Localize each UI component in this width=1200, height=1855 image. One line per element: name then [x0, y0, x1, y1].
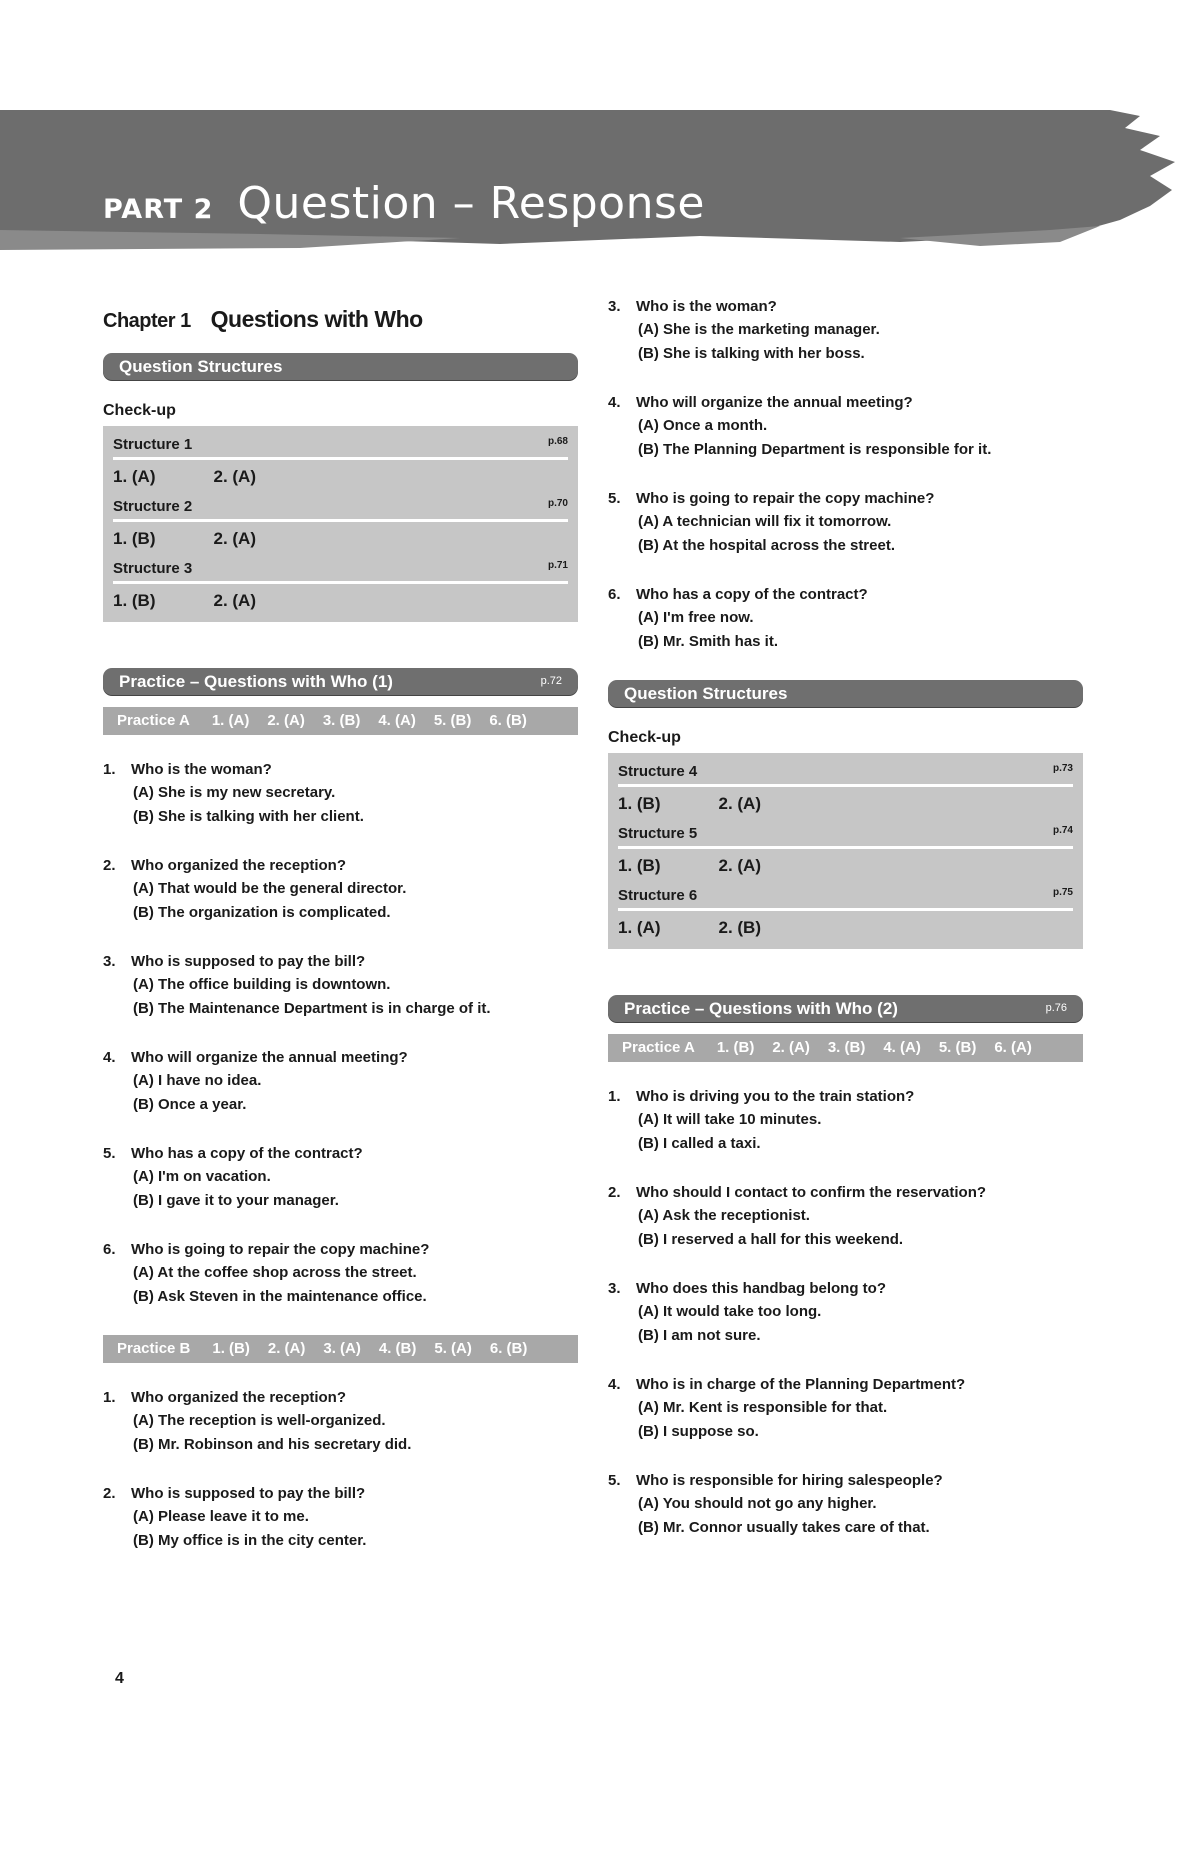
list-item: 3. Who is the woman? (A) She is the marketing manager. (B) She is talking with her boss.	[608, 298, 880, 362]
list-item: 2. Who organized the reception? (A) That would be the general director. (B) The organization is complicated.	[103, 857, 407, 921]
answer: 6. (B)	[489, 712, 527, 729]
answer: 5. (A)	[434, 1340, 472, 1357]
chapter-title	[103, 306, 578, 333]
practice-a-items-2	[608, 1086, 1083, 1540]
answer: 1. (A)	[618, 918, 661, 937]
checkup-structure	[618, 881, 1073, 943]
checkup-label: Check-up	[103, 402, 176, 419]
checkup-box	[103, 426, 578, 622]
list-item: 2. Who is supposed to pay the bill? (A) Please leave it to me. (B) My office is in the city center.	[103, 1485, 367, 1549]
page-number: 4	[115, 1670, 124, 1687]
checkup-label: Check-up	[608, 729, 681, 746]
list-item: 2. Who should I contact to confirm the reservation? (A) Ask the receptionist. (B) I reserved a hall for this weekend.	[608, 1184, 987, 1248]
answer: 3. (A)	[323, 1340, 361, 1357]
practice-b-items	[103, 1387, 578, 1553]
right-column	[608, 296, 1083, 1566]
page-ref: p.74	[1052, 825, 1073, 836]
section-header-practice-1: Practice – Questions with Who (1) p.72	[103, 668, 578, 695]
part-title: Question – Response	[237, 178, 705, 229]
structure-name: Structure 2	[113, 498, 193, 515]
list-item: 6. Who has a copy of the contract? (A) I'm free now. (B) Mr. Smith has it.	[608, 586, 868, 650]
banner-heading	[103, 178, 705, 229]
answer: 4. (B)	[378, 1340, 417, 1357]
answer: 3. (B)	[827, 1039, 866, 1056]
section-header-question-structures-2: Question Structures	[608, 680, 1083, 707]
chapter-name: Questions with Who	[210, 306, 423, 332]
practice-a-answers-2: Practice A 1. (B) 2. (A) 3. (B) 4. (A) 5. (B) 6. (A)	[608, 1034, 1083, 1062]
page-ref: p.71	[547, 560, 568, 571]
structure-name: Structure 3	[113, 560, 193, 577]
list-item: 3. Who does this handbag belong to? (A) It would take too long. (B) I am not sure.	[608, 1280, 886, 1344]
list-item: 5. Who is going to repair the copy machine? (A) A technician will fix it tomorrow. (B) At the hospital across the street.	[608, 490, 935, 554]
answer: 2. (A)	[718, 856, 761, 875]
page-ref: p.70	[547, 498, 568, 509]
answer: 1. (B)	[113, 529, 156, 548]
answer: 2. (A)	[267, 712, 305, 729]
section-header-question-structures: Question Structures	[103, 353, 578, 380]
checkup-structure	[113, 430, 568, 492]
page-ref: p.75	[1052, 887, 1073, 898]
answer: 4. (A)	[883, 1039, 921, 1056]
part-label: PART 2	[103, 194, 214, 225]
list-item: 1. Who is driving you to the train station? (A) It will take 10 minutes. (B) I called a taxi.	[608, 1088, 915, 1152]
answer: 4. (A)	[378, 712, 416, 729]
list-item: 6. Who is going to repair the copy machine? (A) At the coffee shop across the street. (B) Ask Steven in the maintenance office.	[103, 1241, 430, 1305]
answer: 1. (B)	[113, 591, 156, 610]
answer: 1. (B)	[212, 1340, 250, 1357]
structure-name: Structure 1	[113, 436, 193, 453]
answer: 1. (A)	[211, 712, 250, 729]
answer: 5. (B)	[433, 712, 472, 729]
answer: 6. (A)	[994, 1039, 1032, 1056]
answer: 1. (B)	[618, 856, 661, 875]
checkup-structure	[113, 492, 568, 554]
answer: 1. (B)	[618, 794, 661, 813]
answer: 2. (A)	[213, 591, 256, 610]
answer: 1. (B)	[716, 1039, 755, 1056]
structure-name: Structure 4	[618, 763, 698, 780]
answer: 2. (B)	[718, 918, 761, 937]
practice-b-answers: Practice B 1. (B) 2. (A) 3. (A) 4. (B) 5. (A) 6. (B)	[103, 1335, 578, 1363]
page-ref: p.73	[1052, 763, 1073, 774]
checkup-structure	[113, 554, 568, 616]
list-item: 5. Who is responsible for hiring salespeople? (A) You should not go any higher. (B) Mr. Connor usually takes care of that.	[608, 1472, 943, 1536]
structure-name: Structure 5	[618, 825, 698, 842]
left-column	[103, 306, 578, 1579]
list-item: 4. Who will organize the annual meeting? (A) Once a month. (B) The Planning Department is responsible for it.	[608, 394, 992, 458]
checkup-structure	[618, 819, 1073, 881]
list-item: 1. Who organized the reception? (A) The reception is well-organized. (B) Mr. Robinson and his secretary did.	[103, 1389, 412, 1453]
answer: 6. (B)	[489, 1340, 528, 1357]
list-item: 3. Who is supposed to pay the bill? (A) The office building is downtown. (B) The Maintenance Department is in charge of it.	[103, 953, 491, 1017]
answer: 2. (A)	[213, 467, 256, 486]
answer: 2. (A)	[718, 794, 761, 813]
answer: 2. (A)	[772, 1039, 810, 1056]
answer: 2. (A)	[267, 1340, 306, 1357]
list-item: 1. Who is the woman? (A) She is my new secretary. (B) She is talking with her client.	[103, 761, 364, 825]
chapter-number: Chapter 1	[103, 310, 191, 332]
list-item: 4. Who will organize the annual meeting? (A) I have no idea. (B) Once a year.	[103, 1049, 408, 1113]
answer: 2. (A)	[213, 529, 256, 548]
checkup-box	[608, 753, 1083, 949]
practice-b-items-continued	[608, 296, 1083, 654]
practice-a-items	[103, 759, 578, 1309]
list-item: 5. Who has a copy of the contract? (A) I'm on vacation. (B) I gave it to your manager.	[103, 1145, 363, 1209]
page-ref: p.68	[547, 436, 568, 447]
answer: 1. (A)	[113, 467, 156, 486]
structure-name: Structure 6	[618, 887, 698, 904]
checkup-structure	[618, 757, 1073, 819]
answer: 3. (B)	[322, 712, 361, 729]
list-item: 4. Who is in charge of the Planning Department? (A) Mr. Kent is responsible for that. (B) I suppose so.	[608, 1376, 966, 1440]
section-header-practice-2: Practice – Questions with Who (2) p.76	[608, 995, 1083, 1022]
answer: 5. (B)	[938, 1039, 977, 1056]
practice-a-answers: Practice A 1. (A) 2. (A) 3. (B) 4. (A) 5. (B) 6. (B)	[103, 707, 578, 735]
